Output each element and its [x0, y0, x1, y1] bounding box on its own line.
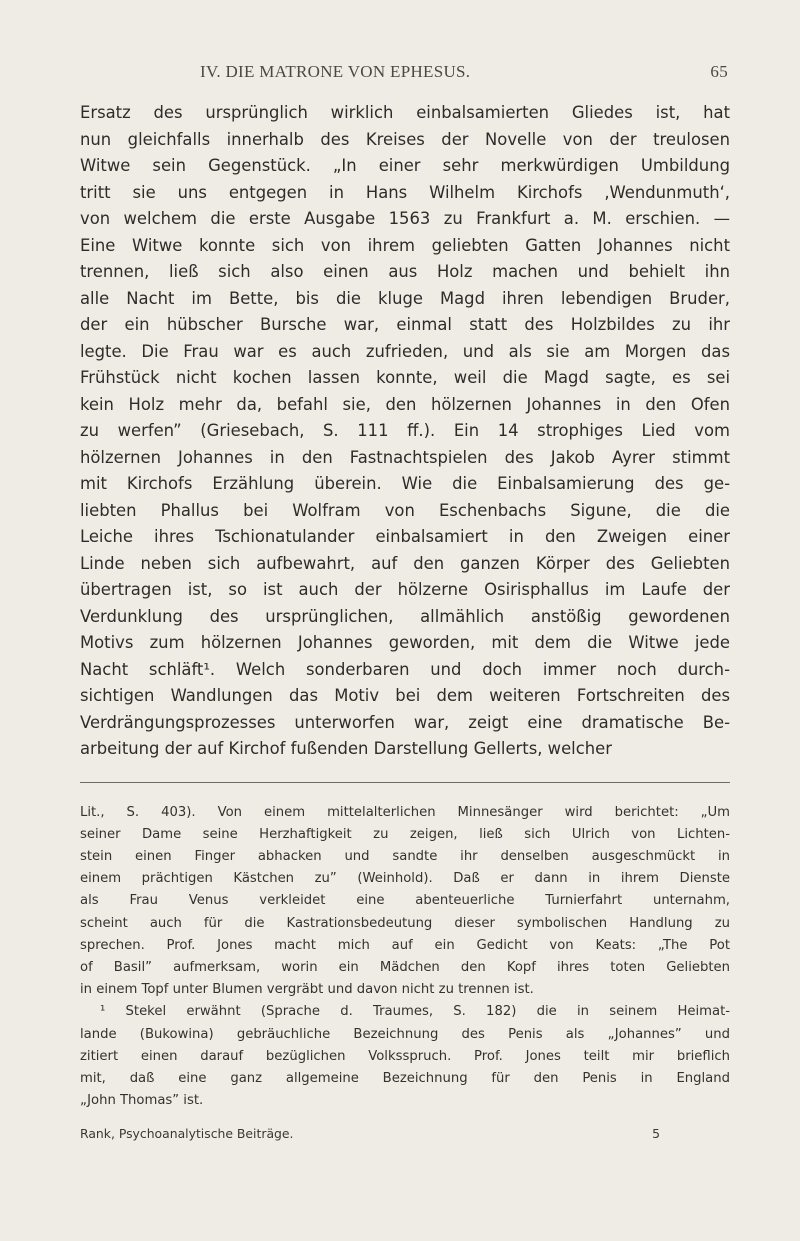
footnote-line: „John Thomas” ist.: [80, 1093, 204, 1109]
text-line: Verdunklung des ursprünglichen, allmählich anstößig gewordenen: [80, 606, 730, 626]
text-line: Verdrängungsprozesses unterworfen war, zeigt eine dramatische Be-: [80, 712, 730, 732]
text-line: hölzernen Johannes in den Fastnachtspielen des Jakob Ayrer stimmt: [80, 447, 730, 467]
text-line: mit Kirchofs Erzählung überein. Wie die Einbalsamierung des ge-: [80, 474, 730, 493]
footnote-line: sprechen. Prof. Jones macht mich auf ein Gedicht von Keats: „The Pot: [80, 937, 730, 953]
text-line: liebten Phallus bei Wolfram von Eschenbachs Sigune, die die: [80, 500, 730, 520]
text-line: Ersatz des ursprünglich wirklich einbalsamierten Gliedes ist, hat: [80, 103, 730, 122]
page-footer: [80, 1126, 730, 1146]
footnote-line: ¹ Stekel erwähnt (Sprache d. Traumes, S. 182) die in seinem Heimat-: [100, 1004, 730, 1020]
text-line: trennen, ließ sich also einen aus Holz machen und behielt ihn: [80, 262, 730, 281]
footnote-line: mit, daß eine ganz allgemeine Bezeichnung für den Penis in England: [80, 1070, 730, 1086]
footnote-line: in einem Topf unter Blumen vergräbt und davon nicht zu trennen ist.: [80, 982, 534, 998]
imprint-line: Rank, Psychoanalytische Beiträge.: [80, 1126, 294, 1142]
footnote-line: of Basil” aufmerksam, worin ein Mädchen den Kopf ihres toten Geliebten: [80, 959, 730, 975]
footnote-line: Lit., S. 403). Von einem mittelalterlichen Minnesänger wird berichtet: „Um: [80, 804, 730, 820]
text-line: übertragen ist, so ist auch der hölzerne Osirisphallus im Laufe der: [80, 580, 730, 599]
text-line: Linde neben sich aufbewahrt, auf den ganzen Körper des Geliebten: [80, 553, 730, 573]
text-line: Witwe sein Gegenstück. „In einer sehr merkwürdigen Umbildung: [80, 156, 730, 175]
text-line: legte. Die Frau war es auch zufrieden, und als sie am Morgen das: [80, 341, 730, 361]
footnote-line: zitiert einen darauf bezüglichen Volksspruch. Prof. Jones teilt mir brieflich: [80, 1048, 730, 1064]
text-line: nun gleichfalls innerhalb des Kreises der Novelle von der treulosen: [80, 129, 730, 149]
footnote-line: stein einen Finger abhacken und sandte ihr denselben ausgeschmückt in: [80, 848, 730, 864]
text-line: von welchem die erste Ausgabe 1563 zu Frankfurt a. M. erschien. —: [80, 209, 730, 228]
book-page: [80, 62, 730, 1146]
text-line: tritt sie uns entgegen in Hans Wilhelm Kirchofs ‚Wendunmuth‘,: [80, 182, 730, 202]
footnote-line: einem prächtigen Kästchen zu” (Weinhold). Daß er dann in ihrem Dienste: [80, 871, 730, 887]
text-line: kein Holz mehr da, befahl sie, den hölzernen Johannes in den Ofen: [80, 394, 730, 414]
footnote-line: scheint auch für die Kastrationsbedeutung dieser symbolischen Handlung zu: [80, 915, 730, 931]
main-text: [80, 100, 730, 763]
text-line: der ein hübscher Bursche war, einmal statt des Holzbildes zu ihr: [80, 315, 730, 334]
text-line: arbeitung der auf Kirchof fußenden Darstellung Gellerts, welcher: [80, 739, 612, 758]
footnote-line: lande (Bukowina) gebräuchliche Bezeichnung des Penis als „Johannes” und: [80, 1026, 730, 1042]
footnote-line: seiner Dame seine Herzhaftigkeit zu zeigen, ließ sich Ulrich von Lichten-: [80, 826, 730, 842]
text-line: alle Nacht im Bette, bis die kluge Magd ihren lebendigen Bruder,: [80, 288, 730, 308]
footnote-line: als Frau Venus verkleidet eine abenteuerliche Turnierfahrt unternahm,: [80, 893, 730, 909]
text-line: Eine Witwe konnte sich von ihrem geliebten Gatten Johannes nicht: [80, 235, 730, 255]
page-number: 65: [710, 62, 728, 81]
text-line: Frühstück nicht kochen lassen konnte, weil die Magd sagte, es sei: [80, 368, 730, 387]
chapter-title: IV. DIE MATRONE VON EPHESUS.: [200, 62, 471, 81]
text-line: zu werfen” (Griesebach, S. 111 ff.). Ein 14 strophiges Lied vom: [80, 421, 730, 440]
text-line: Motivs zum hölzernen Johannes geworden, mit dem die Witwe jede: [80, 633, 730, 652]
sheet-number: 5: [652, 1126, 660, 1142]
text-line: Leiche ihres Tschionatulander einbalsamiert in den Zweigen einer: [80, 527, 730, 546]
text-line: sichtigen Wandlungen das Motiv bei dem weiteren Fortschreiten des: [80, 686, 730, 705]
footnotes: [80, 802, 730, 1113]
text-line: Nacht schläft¹. Welch sonderbaren und doch immer noch durch-: [80, 659, 730, 679]
footnote-divider: [80, 782, 730, 783]
running-header: [80, 62, 730, 90]
